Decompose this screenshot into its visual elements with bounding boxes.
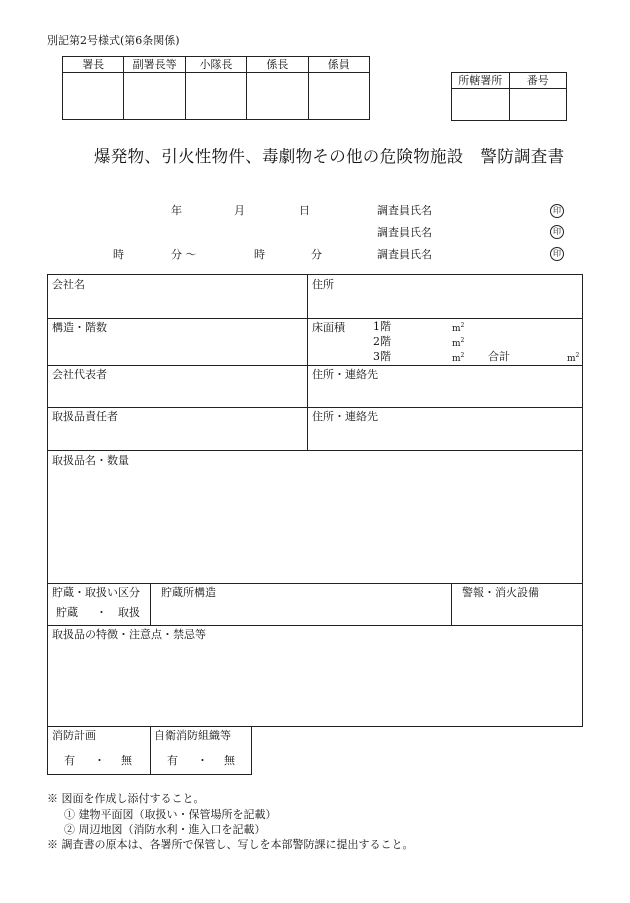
station-cell[interactable] xyxy=(452,89,510,121)
items-label: 取扱品名・数量 xyxy=(52,454,129,467)
unit-sqm: m xyxy=(452,354,461,364)
approval-header: 係員 xyxy=(308,57,369,73)
storage-option-store[interactable]: 貯蔵 xyxy=(56,606,78,619)
storage-structure-label: 貯蔵所構造 xyxy=(161,586,216,599)
form-id: 別記第2号様式(第6条関係) xyxy=(47,34,180,47)
alarm-label: 警報・消火設備 xyxy=(462,586,539,599)
note-area-map: ② 周辺地図（消防水利・進入口を記載） xyxy=(64,823,266,836)
floor3-label: 3階 xyxy=(373,350,391,363)
floor2-label: 2階 xyxy=(373,335,391,348)
separator-dot: ・ xyxy=(94,754,105,767)
representative-label: 会社代表者 xyxy=(52,368,107,381)
station-header: 所轄署所 xyxy=(452,73,510,89)
time-minute-label: 分 〜 xyxy=(171,248,197,261)
manager-label: 取扱品責任者 xyxy=(52,410,118,423)
seal-icon: 印 xyxy=(550,204,564,218)
approval-header: 署長 xyxy=(63,57,124,73)
number-cell[interactable] xyxy=(509,89,567,121)
time-hour2-label: 時 xyxy=(254,248,265,261)
mgr-contact-label: 住所・連絡先 xyxy=(312,410,378,423)
date-day-label: 日 xyxy=(299,204,310,217)
approval-header: 副署長等 xyxy=(124,57,185,73)
unit-sqm: m xyxy=(452,339,461,349)
approval-table xyxy=(62,56,370,120)
main-form xyxy=(47,274,583,727)
total-label: 合計 xyxy=(488,350,510,363)
approval-stamp-cell[interactable] xyxy=(124,73,185,120)
approval-stamp-cell[interactable] xyxy=(247,73,308,120)
date-month-label: 月 xyxy=(234,204,245,217)
self-defense-no[interactable]: 無 xyxy=(224,754,235,767)
company-label: 会社名 xyxy=(52,278,85,291)
fire-plan-label: 消防計画 xyxy=(52,729,96,742)
self-defense-yes[interactable]: 有 xyxy=(167,754,178,767)
inspector-label: 調査員氏名 xyxy=(377,248,432,261)
note-floor-plan: ① 建物平面図（取扱い・保管場所を記載） xyxy=(64,808,277,821)
unit-sqm: m xyxy=(452,324,461,334)
approval-stamp-cell[interactable] xyxy=(185,73,246,120)
floor1-label: 1階 xyxy=(373,320,391,333)
separator-dot: ・ xyxy=(197,754,208,767)
self-defense-label: 自衛消防組織等 xyxy=(154,729,231,742)
features-label: 取扱品の特徴・注意点・禁忌等 xyxy=(52,628,206,641)
fire-plan-no[interactable]: 無 xyxy=(121,754,132,767)
storage-type-label: 貯蔵・取扱い区分 xyxy=(52,586,140,599)
inspector-label: 調査員氏名 xyxy=(377,204,432,217)
address-label: 住所 xyxy=(312,278,334,291)
time-hour-label: 時 xyxy=(113,248,124,261)
structure-label: 構造・階数 xyxy=(52,321,107,334)
approval-stamp-cell[interactable] xyxy=(63,73,124,120)
inspector-label: 調査員氏名 xyxy=(377,226,432,239)
approval-header: 係長 xyxy=(247,57,308,73)
station-table xyxy=(451,72,567,121)
unit-sqm: m xyxy=(567,354,576,364)
seal-icon: 印 xyxy=(550,247,564,261)
note-attach-drawings: ※ 図面を作成し添付すること。 xyxy=(47,792,205,805)
number-header: 番号 xyxy=(509,73,567,89)
rep-contact-label: 住所・連絡先 xyxy=(312,368,378,381)
approval-header: 小隊長 xyxy=(185,57,246,73)
seal-icon: 印 xyxy=(550,225,564,239)
document-title: 爆発物、引火性物件、毒劇物その他の危険物施設 警防調査書 xyxy=(94,147,565,166)
storage-option-handle[interactable]: 取扱 xyxy=(118,606,140,619)
separator-dot: ・ xyxy=(96,606,107,619)
fire-plan-yes[interactable]: 有 xyxy=(64,754,75,767)
approval-stamp-cell[interactable] xyxy=(308,73,369,120)
date-year-label: 年 xyxy=(171,204,182,217)
time-minute2-label: 分 xyxy=(311,248,322,261)
note-original-copy: ※ 調査書の原本は、各署所で保管し、写しを本部警防課に提出すること。 xyxy=(47,838,414,851)
floor-area-label: 床面積 xyxy=(312,321,345,334)
